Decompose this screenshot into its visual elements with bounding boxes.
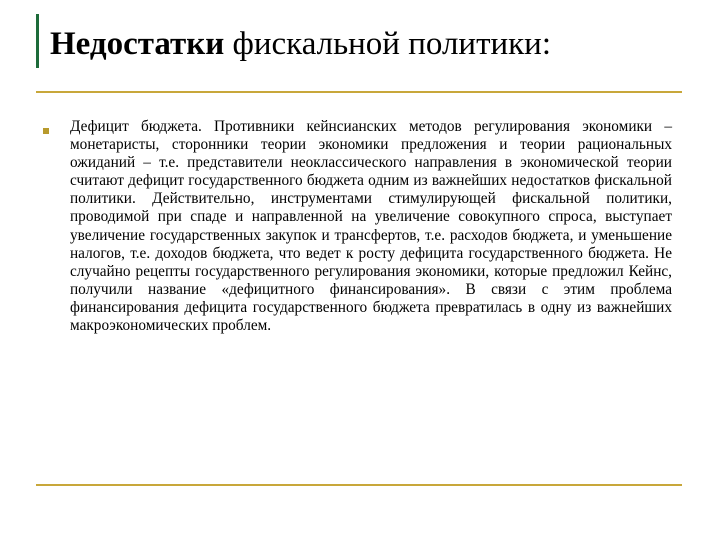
title-bold-part: Недостатки: [50, 26, 225, 62]
slide-title: [50, 24, 551, 64]
footer-divider: [36, 484, 682, 486]
square-bullet-icon: [43, 128, 49, 134]
title-regular-part: фискальной политики:: [224, 26, 552, 62]
body-paragraph: Дефицит бюджета. Противники кейнсианских методов регулирования экономики – монетаристы, сторонники теории экономики предложения и теории рациональных ожиданий – т.е. представители неоклассического направления в экономической теории считают дефицит государственного бюджета одним из важнейших недостатков фискальной политики. Действительно, инструментами стимулирующей фискальной политики, проводимой при спаде и направленной на увеличение совокупного спроса, выступает увеличение государственных закупок и трансфертов, т.е. расходов бюджета, и уменьшение налогов, т.е. доходов бюджета, что ведет к росту дефицита государственного бюджета. Не случайно рецепты государственного регулирования экономики, которые предложил Кейнс, получили название «дефицитного финансирования». В связи с этим проблема финансирования дефицита государственного бюджета превратилась в одну из важнейших макроэкономических проблем.: [70, 118, 672, 335]
title-divider: [36, 91, 682, 93]
title-accent-line: [36, 14, 39, 68]
